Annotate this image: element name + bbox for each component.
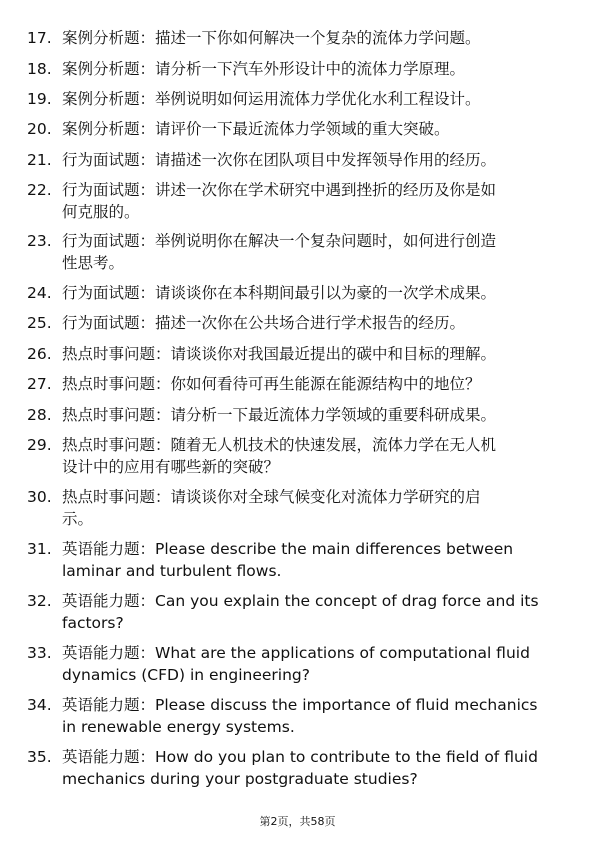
- question-number: 26.: [27, 345, 52, 363]
- question-text: 请分析一下汽车外形设计中的流体力学原理。: [155, 60, 466, 78]
- question-separator: ：: [139, 540, 156, 558]
- question-separator: ：: [139, 644, 156, 662]
- question-text-continued: dynamics (CFD) in engineering?: [62, 665, 310, 684]
- question-text: 举例说明你在解决一个复杂问题时，如何进行创造: [155, 232, 497, 250]
- question-number: 22.: [27, 181, 52, 199]
- question-category: 行为面试题: [62, 314, 140, 332]
- question-text: How do you plan to contribute to the field of fluid: [155, 748, 538, 766]
- question-body: [62, 435, 562, 478]
- question-separator: ：: [139, 314, 156, 332]
- question-line: [62, 150, 562, 172]
- question-category: 英语能力题: [62, 696, 140, 714]
- question-number: 30.: [27, 488, 52, 506]
- question-body: [62, 28, 562, 50]
- question-body: [62, 487, 562, 530]
- question-category: 行为面试题: [62, 181, 140, 199]
- question-category: 英语能力题: [62, 540, 140, 558]
- question-number: 33.: [27, 644, 52, 662]
- question-category: 案例分析题: [62, 120, 140, 138]
- question-text-continued: 何克服的。: [62, 202, 140, 221]
- question-line: [62, 59, 562, 81]
- question-number: 25.: [27, 314, 52, 332]
- question-line: [62, 313, 562, 335]
- question-body: [62, 283, 562, 305]
- question-category: 案例分析题: [62, 29, 140, 47]
- question-separator: ：: [139, 29, 156, 47]
- question-separator: ：: [139, 60, 156, 78]
- question-category: 英语能力题: [62, 644, 140, 662]
- question-category: 热点时事问题: [62, 488, 156, 506]
- question-body: [62, 59, 562, 81]
- question-body: [62, 180, 562, 223]
- question-text: 描述一下你如何解决一个复杂的流体力学问题。: [155, 29, 481, 47]
- question-text-continued: laminar and turbulent flows.: [62, 561, 282, 580]
- question-separator: ：: [139, 151, 156, 169]
- question-text-continued: 性思考。: [62, 253, 125, 272]
- question-text: 随着无人机技术的快速发展，流体力学在无人机: [170, 436, 497, 454]
- question-text: 请谈谈你对我国最近提出的碳中和目标的理解。: [170, 345, 497, 363]
- question-line: [62, 405, 562, 427]
- question-number: 31.: [27, 540, 52, 558]
- question-number: 19.: [27, 90, 52, 108]
- question-category: 英语能力题: [62, 592, 140, 610]
- question-body: [62, 119, 562, 141]
- question-separator: ：: [155, 488, 171, 506]
- question-number: 20.: [27, 120, 52, 138]
- question-body: [62, 313, 562, 335]
- question-text: 请描述一次你在团队项目中发挥领导作用的经历。: [155, 151, 497, 169]
- question-number: 35.: [27, 748, 52, 766]
- question-line: [62, 231, 562, 253]
- question-body: [62, 344, 562, 366]
- question-category: 案例分析题: [62, 60, 140, 78]
- question-category: 热点时事问题: [62, 436, 156, 454]
- question-body: [62, 643, 562, 686]
- question-line: [62, 28, 562, 50]
- question-body: [62, 747, 562, 790]
- question-category: 案例分析题: [62, 90, 140, 108]
- question-separator: ：: [139, 284, 156, 302]
- question-body: [62, 150, 562, 172]
- page-number-footer: 第2页，共58页: [259, 815, 336, 828]
- question-text: Please discuss the importance of fluid mechanics: [155, 696, 538, 714]
- question-line: [62, 487, 562, 509]
- question-category: 热点时事问题: [62, 406, 156, 424]
- question-text: 讲述一次你在学术研究中遇到挫折的经历及你是如: [155, 181, 497, 199]
- question-line: [62, 695, 562, 717]
- question-number: 28.: [27, 406, 52, 424]
- question-text: 请谈谈你在本科期间最引以为豪的一次学术成果。: [155, 284, 497, 302]
- question-text: 你如何看待可再生能源在能源结构中的地位？: [170, 375, 481, 393]
- question-text: 请谈谈你对全球气候变化对流体力学研究的启: [170, 488, 481, 506]
- question-separator: ：: [139, 748, 156, 766]
- question-line: [62, 283, 562, 305]
- question-body: [62, 231, 562, 274]
- question-number: 27.: [27, 375, 52, 393]
- question-category: 行为面试题: [62, 232, 140, 250]
- question-line: [62, 591, 562, 613]
- question-number: 24.: [27, 284, 52, 302]
- question-text: 描述一次你在公共场合进行学术报告的经历。: [155, 314, 466, 332]
- question-line: [62, 747, 562, 769]
- question-body: [62, 89, 562, 111]
- question-text-continued: mechanics during your postgraduate studies?: [62, 769, 418, 788]
- question-text: 请分析一下最近流体力学领域的重要科研成果。: [170, 406, 497, 424]
- question-line: [62, 180, 562, 202]
- question-number: 34.: [27, 696, 52, 714]
- question-separator: ：: [139, 696, 156, 714]
- question-number: 23.: [27, 232, 52, 250]
- question-line: [62, 119, 562, 141]
- question-category: 热点时事问题: [62, 375, 156, 393]
- question-number: 18.: [27, 60, 52, 78]
- question-separator: ：: [139, 592, 156, 610]
- question-text: 举例说明如何运用流体力学优化水利工程设计。: [155, 90, 481, 108]
- question-separator: ：: [155, 375, 171, 393]
- question-separator: ：: [155, 406, 171, 424]
- question-text: Can you explain the concept of drag force and its: [155, 592, 539, 610]
- question-category: 行为面试题: [62, 151, 140, 169]
- question-text-continued: in renewable energy systems.: [62, 717, 295, 736]
- question-number: 32.: [27, 592, 52, 610]
- question-line: [62, 643, 562, 665]
- question-text: What are the applications of computational fluid: [155, 644, 530, 662]
- question-line: [62, 344, 562, 366]
- question-line: [62, 374, 562, 396]
- question-category: 英语能力题: [62, 748, 140, 766]
- question-text-continued: 设计中的应用有哪些新的突破？: [62, 457, 280, 476]
- question-line: [62, 435, 562, 457]
- question-number: 17.: [27, 29, 52, 47]
- question-body: [62, 374, 562, 396]
- question-number: 29.: [27, 436, 52, 454]
- question-number: 21.: [27, 151, 52, 169]
- question-category: 热点时事问题: [62, 345, 156, 363]
- question-text: 请评价一下最近流体力学领域的重大突破。: [155, 120, 450, 138]
- question-text-continued: factors?: [62, 613, 124, 632]
- question-body: [62, 405, 562, 427]
- question-separator: ：: [155, 345, 171, 363]
- question-body: [62, 591, 562, 634]
- question-text: Please describe the main differences between: [155, 540, 514, 558]
- question-body: [62, 695, 562, 738]
- question-line: [62, 539, 562, 561]
- question-body: [62, 539, 562, 582]
- question-text-continued: 示。: [62, 509, 94, 528]
- question-line: [62, 89, 562, 111]
- question-separator: ：: [139, 120, 156, 138]
- question-separator: ：: [139, 90, 156, 108]
- question-separator: ：: [139, 181, 156, 199]
- question-separator: ：: [139, 232, 156, 250]
- question-separator: ：: [155, 436, 171, 454]
- question-category: 行为面试题: [62, 284, 140, 302]
